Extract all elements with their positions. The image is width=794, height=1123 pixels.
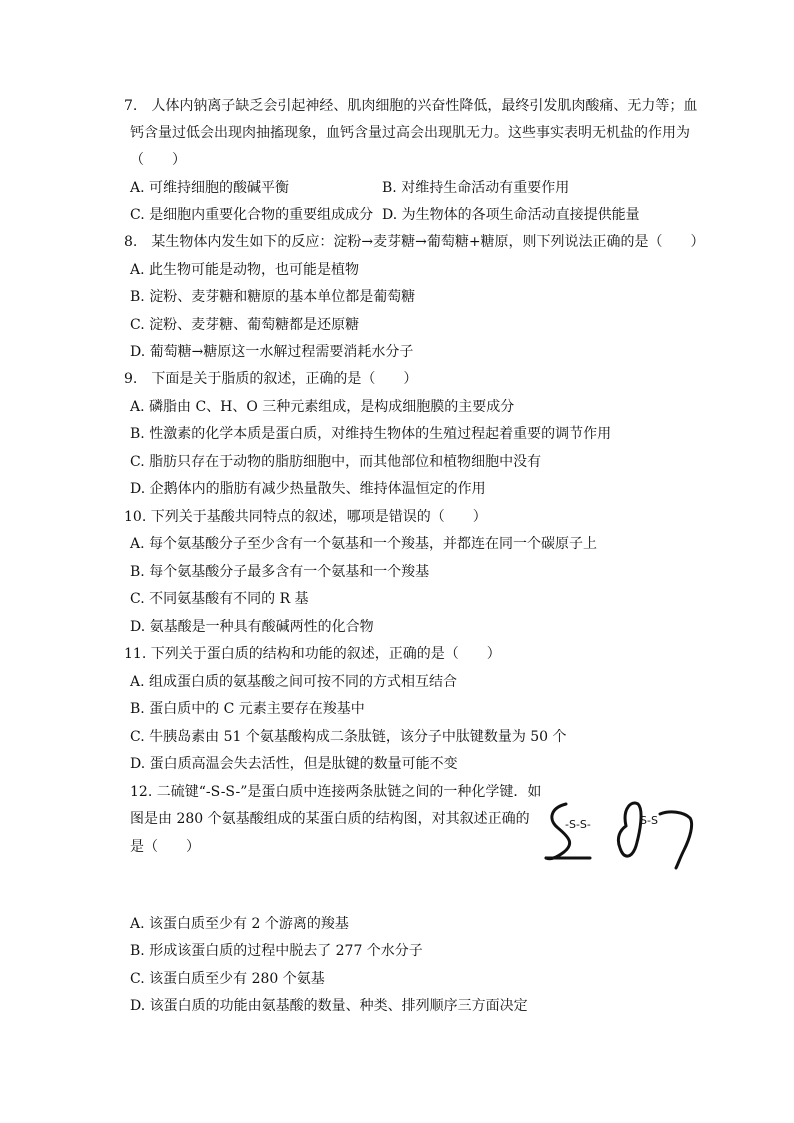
peptide-chain-right — [660, 812, 692, 868]
q10-option-a: A. 每个氨基酸分子至少含有一个氨基和一个羧基，并都连在同一个碳原子上 — [130, 536, 598, 552]
peptide-chain-loop — [618, 803, 641, 856]
disulfide-bond-label-1: -S-S- — [565, 818, 591, 831]
q12-option-a: A. 该蛋白质至少有 2 个游离的羧基 — [130, 916, 349, 932]
disulfide-bond-label-2: S-S — [640, 814, 658, 827]
q7-stem-line-2: 钙含量过低会出现肉抽搐现象，血钙含量过高会出现肌无力。这些事实表明无机盐的作用为 — [130, 125, 690, 141]
q11-option-b: B. 蛋白质中的 C 元素主要存在羧基中 — [130, 701, 365, 717]
q11-option-d: D. 蛋白质高温会失去活性，但是肽键的数量可能不变 — [130, 756, 458, 772]
peptide-chain-left — [546, 804, 570, 859]
q9-option-b: B. 性激素的化学本质是蛋白质，对维持生物体的生殖过程起着重要的调节作用 — [130, 426, 612, 442]
q7-option-d: D. 为生物体的各项生命活动直接提供能量 — [382, 207, 640, 223]
q7-option-c: C. 是细胞内重要化合物的重要组成成分 — [130, 207, 374, 223]
q10-stem: 10. 下列关于基酸共同特点的叙述，哪项是错误的（ ） — [124, 509, 487, 525]
q7-stem-line-1: 7. 人体内钠离子缺乏会引起神经、肌肉细胞的兴奋性降低，最终引发肌肉酸痛、无力等；血 — [124, 98, 698, 114]
q8-option-c: C. 淀粉、麦芽糖、葡萄糖都是还原糖 — [130, 317, 360, 333]
q12-stem-line-1: 12. 二硫键“-S-S-”是蛋白质中连接两条肽链之间的一种化学键．如 — [130, 784, 542, 800]
q9-option-a: A. 磷脂由 C、H、O 三种元素组成，是构成细胞膜的主要成分 — [130, 399, 515, 415]
q11-option-a: A. 组成蛋白质的氨基酸之间可按不同的方式相互结合 — [130, 674, 458, 690]
q9-option-d: D. 企鹅体内的脂肪有减少热量散失、维持体温恒定的作用 — [130, 481, 486, 497]
q12-option-b: B. 形成该蛋白质的过程中脱去了 277 个水分子 — [130, 943, 423, 959]
q12-option-d: D. 该蛋白质的功能由氨基酸的数量、种类、排列顺序三方面决定 — [130, 998, 528, 1014]
q11-option-c: C. 牛胰岛素由 51 个氨基酸构成二条肽链，该分子中肽键数量为 50 个 — [130, 729, 567, 745]
q10-option-b: B. 每个氨基酸分子最多含有一个氨基和一个羧基 — [130, 564, 430, 580]
q10-option-d: D. 氨基酸是一种具有酸碱两性的化合物 — [130, 619, 374, 635]
q8-stem: 8. 某生物体内发生如下的反应：淀粉→麦芽糖→葡萄糖+糖原，则下列说法正确的是（ ） — [124, 234, 705, 250]
q9-stem: 9. 下面是关于脂质的叙述，正确的是（ ） — [124, 371, 418, 387]
q8-option-a: A. 此生物可能是动物，也可能是植物 — [130, 262, 360, 278]
protein-structure-figure — [544, 798, 694, 870]
q11-stem: 11. 下列关于蛋白质的结构和功能的叙述，正确的是（ ） — [124, 646, 501, 662]
q12-option-c: C. 该蛋白质至少有 280 个氨基 — [130, 971, 325, 987]
q12-stem-line-2: 图是由 280 个氨基酸组成的某蛋白质的结构图，对其叙述正确的 — [130, 811, 530, 827]
q10-option-c: C. 不同氨基酸有不同的 R 基 — [130, 591, 309, 607]
q7-option-b: B. 对维持生命活动有重要作用 — [382, 180, 570, 196]
q8-option-d: D. 葡萄糖→糖原这一水解过程需要消耗水分子 — [130, 344, 414, 360]
q12-stem-line-3: 是（ ） — [130, 839, 200, 855]
q8-option-b: B. 淀粉、麦芽糖和糖原的基本单位都是葡萄糖 — [130, 289, 416, 305]
q7-option-a: A. 可维持细胞的酸碱平衡 — [130, 180, 290, 196]
q9-option-c: C. 脂肪只存在于动物的脂肪细胞中，而其他部位和植物细胞中没有 — [130, 454, 542, 470]
q7-stem-line-3: （ ） — [130, 152, 186, 168]
